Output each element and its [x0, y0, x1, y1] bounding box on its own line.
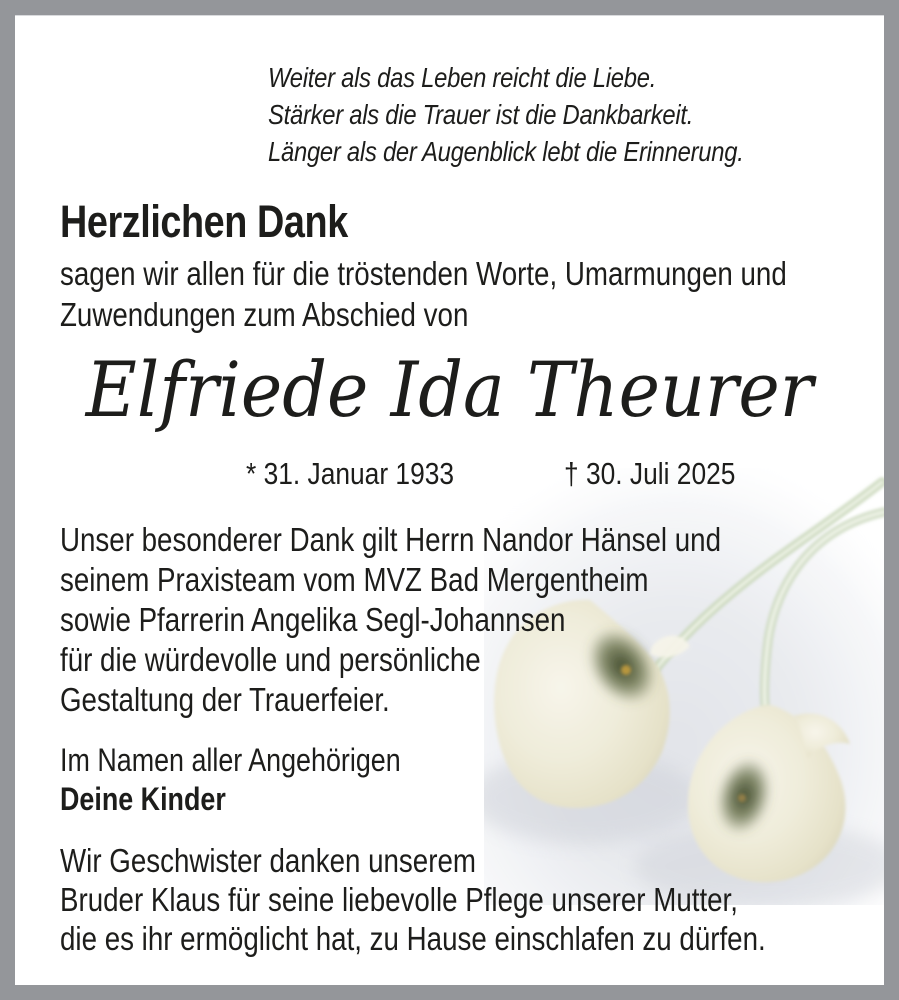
- thanks-line: Unser besonderer Dank gilt Herrn Nandor Hänsel und: [60, 521, 722, 558]
- thanks-line: sowie Pfarrerin Angelika Segl-Johannsen: [60, 601, 566, 638]
- deceased-name: Elfriede Ida Theurer: [85, 345, 814, 434]
- epigraph-line: Stärker als die Trauer ist die Dankbarkeit.: [268, 99, 694, 130]
- thanks-line: Gestaltung der Trauerfeier.: [60, 681, 390, 718]
- epigraph-line: Weiter als das Leben reicht die Liebe.: [268, 62, 657, 93]
- on-behalf-line: Im Namen aller Angehörigen: [60, 742, 401, 778]
- siblings-paragraph: [60, 841, 766, 958]
- signature-line: Deine Kinder: [60, 781, 226, 817]
- birth-date: * 31. Januar 1933: [246, 456, 455, 491]
- intro-line: Zuwendungen zum Abschied von: [60, 296, 469, 333]
- siblings-line: Wir Geschwister danken unserem: [60, 842, 476, 879]
- siblings-line: Bruder Klaus für seine liebevolle Pflege unserer Mutter,: [60, 881, 738, 918]
- intro-line: sagen wir allen für die tröstenden Worte, Umarmungen und: [60, 255, 787, 292]
- siblings-line: die es ihr ermöglicht hat, zu Hause einschlafen zu dürfen.: [60, 920, 766, 957]
- heading: Herzlichen Dank: [60, 196, 348, 247]
- intro-paragraph: [60, 253, 787, 335]
- death-date: † 30. Juli 2025: [564, 456, 736, 491]
- thanks-line: seinem Praxisteam vom MVZ Bad Mergentheim: [60, 561, 649, 598]
- thanks-line: für die würdevolle und persönliche: [60, 641, 481, 678]
- epigraph-line: Länger als der Augenblick lebt die Erinnerung.: [268, 136, 744, 167]
- thanks-paragraph: [60, 520, 721, 720]
- epigraph-verse: [268, 59, 744, 170]
